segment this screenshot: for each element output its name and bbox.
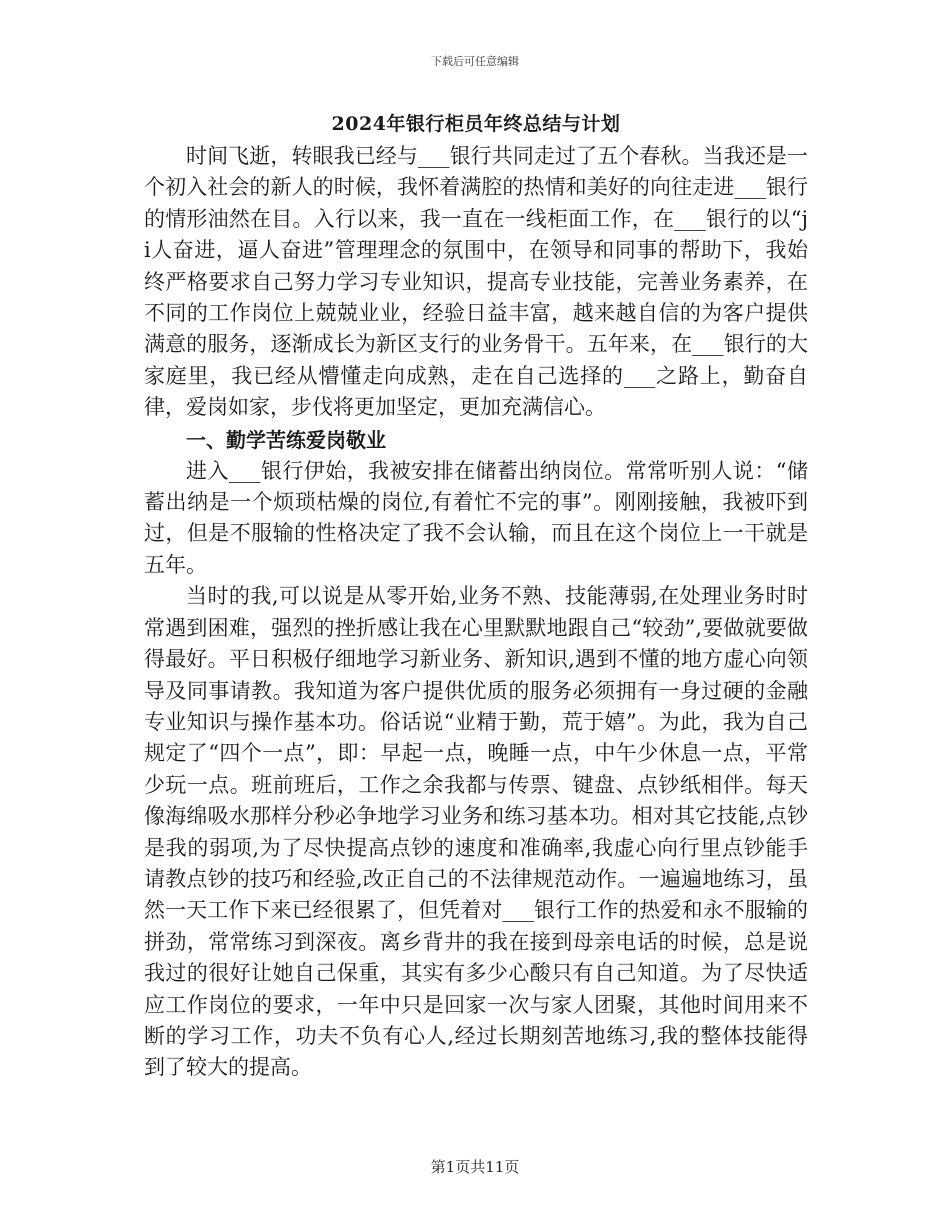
document-title: 2024年银行柜员年终总结与计划 bbox=[331, 113, 621, 135]
document-body bbox=[144, 107, 808, 1084]
intro-paragraph: 时间飞逝，转眼我已经与___银行共同走过了五个春秋。当我还是一个初入社会的新人的时候，我怀着满腔的热情和美好的向往走进___银行的情形油然在目。入行以来，我一直在一线柜面工作，在___银行的以“ji人奋进，逼人奋进”管理理念的氛围中，在领导和同事的帮助下，我始终严格要求自己努力学习专业知识，提高专业技能，完善业务素养，在不同的工作岗位上兢兢业业，经验日益丰富，越来越自信的为客户提供满意的服务，逐渐成长为新区支行的业务骨干。五年来，在___银行的大家庭里，我已经从懵懂走向成熟，走在自己选择的___之路上，勤奋自律，爱岗如家，步伐将更加坚定，更加充满信心。 bbox=[144, 144, 808, 420]
body-paragraph: 当时的我,可以说是从零开始,业务不熟、技能薄弱,在处理业务时时常遇到困难，强烈的挫折感让我在心里默默地跟自己“较劲”,要做就要做得最好。平日积极仔细地学习新业务、新知识,遇到不懂的地方虚心向领导及同事请教。我知道为客户提供优质的服务必须拥有一身过硬的金融专业知识与操作基本功。俗话说“业精于勤，荒于嬉”。为此，我为自己规定了“四个一点”，即：早起一点，晚睡一点，中午少休息一点，平常少玩一点。班前班后，工作之余我都与传票、键盘、点钞纸相伴。每天像海绵吸水那样分秒必争地学习业务和练习基本功。相对其它技能,点钞是我的弱项,为了尽快提高点钞的速度和准确率,我虚心向行里点钞能手请教点钞的技巧和经验,改正自己的不法律规范动作。一遍遍地练习，虽然一天工作下来已经很累了，但凭着对___银行工作的热爱和永不服输的拼劲，常常练习到深夜。离乡背井的我在接到母亲电话的时候，总是说我过的很好让她自己保重，其实有多少心酸只有自己知道。为了尽快适应工作岗位的要求，一年中只是回家一次与家人团聚，其他时间用来不断的学习工作，功夫不负有心人,经过长期刻苦地练习,我的整体技能得到了较大的提高。 bbox=[144, 584, 808, 1080]
section-heading: 一、勤学苦练爱岗敬业 bbox=[186, 427, 386, 452]
body-paragraph: 进入___银行伊始，我被安排在储蓄出纳岗位。常常听别人说：“储蓄出纳是一个烦琐枯燥的岗位,有着忙不完的事”。刚刚接触，我被吓到过，但是不服输的性格决定了我不会认输，而且在这个岗位上一干就是五年。 bbox=[144, 458, 808, 577]
page-footer: 第1页共11页 bbox=[430, 1158, 520, 1176]
header-note: 下载后可任意编辑 bbox=[431, 55, 519, 68]
